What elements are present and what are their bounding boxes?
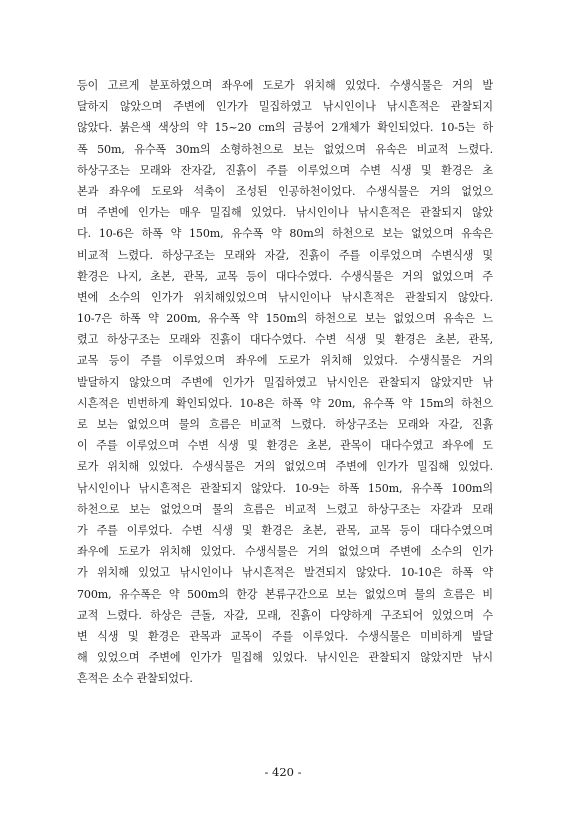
text-line: 며 주변에 인가는 매우 밀집해 있었다. 낚시인이나 낚시흔적은 관찰되지 않았 xyxy=(77,206,493,220)
text-line: 변에 소수의 인가가 위치해있었으며 낚시인이나 낚시흔적은 관찰되지 않았다. xyxy=(77,290,493,304)
body-paragraph xyxy=(77,75,493,689)
text-line: 가 주를 이루었다. 수변 식생 및 환경은 초본, 관목, 교목 등이 대다수였으며 xyxy=(77,523,493,537)
text-line: 로 보는 없었으며 물의 흐름은 비교적 느렸다. 하상구조는 모래와 자갈, 진흙 xyxy=(77,418,493,431)
text-line: 로가 위치해 있었다. 수생식물은 거의 없었으며 주변에 인가가 밀집해 있었다. xyxy=(77,460,493,474)
text-line: 하상구조는 모래와 잔자갈, 진흙이 주를 이루었으며 수변 식생 및 환경은 초 xyxy=(77,163,493,177)
text-line: 700m, 유수폭은 약 500m의 한강 본류구간으로 보는 없었으며 물의 흐름은 비 xyxy=(77,587,493,601)
text-line: 환경은 나지, 초본, 관목, 교목 등이 대다수였다. 수생식물은 거의 없었으며 주 xyxy=(77,269,493,283)
text-line-last: 흔적은 소수 관찰되었다. xyxy=(77,672,193,686)
text-line: 다. 10-6은 하폭 약 150m, 유수폭 약 80m의 하천으로 보는 없었으며 유속은 xyxy=(77,227,493,241)
text-line: 10-7은 하폭 약 200m, 유수폭 약 150m의 하천으로 보는 없었으며 유속은 느 xyxy=(77,312,493,326)
page-number: - 420 - xyxy=(264,765,302,779)
text-line: 교적 느렸다. 하상은 큰돌, 자갈, 모래, 진흙이 다양하게 구조되어 있었으며 수 xyxy=(77,608,493,622)
text-line: 본과 좌우에 도로와 석축이 조성된 인공하천이었다. 수생식물은 거의 없었으 xyxy=(77,184,493,198)
text-line: 하천으로 보는 없었으며 물의 흐름은 비교적 느렸고 하상구조는 자갈과 모래 xyxy=(77,502,493,516)
text-line: 시흔적은 빈번하게 확인되었다. 10-8은 하폭 약 20m, 유수폭 약 15m의 하천으 xyxy=(77,396,493,410)
text-line: 낚시인이나 낚시흔적은 관찰되지 않았다. 10-9는 하폭 150m, 유수폭 100m의 xyxy=(77,481,493,495)
text-line: 비교적 느렸다. 하상구조는 모래와 자갈, 진흙이 주를 이루었으며 수변식생 및 xyxy=(77,248,493,262)
text-line: 않았다. 붉은색 색상의 약 15~20 cm의 금붕어 2개체가 확인되었다. 10-5는 하 xyxy=(77,121,493,135)
text-line: 등이 고르게 분포하였으며 좌우에 도로가 위치해 있었다. 수생식물은 거의 발 xyxy=(77,79,493,92)
text-line: 발달하지 않았으며 주변에 인가가 밀집하였고 낚시인은 관찰되지 않았지만 낚 xyxy=(77,375,493,389)
text-line: 달하지 않았으며 주변에 인가가 밀집하였고 낚시인이나 낚시흔적은 관찰되지 xyxy=(77,100,493,114)
text-line: 변 식생 및 환경은 관목과 교목이 주를 이루었다. 수생식물은 미비하게 발달 xyxy=(77,629,493,643)
text-line: 렸고 하상구조는 모래와 진흙이 대다수였다. 수변 식생 및 환경은 초본, 관목, xyxy=(77,333,493,347)
text-line: 폭 50m, 유수폭 30m의 소형하천으로 보는 없었으며 유속은 비교적 느렸다. xyxy=(77,142,493,156)
text-line: 이 주를 이루었으며 수변 식생 및 환경은 초본, 관목이 대다수였고 좌우에 도 xyxy=(77,439,493,453)
text-line: 좌우에 도로가 위치해 있었다. 수생식물은 거의 없었으며 주변에 소수의 인가 xyxy=(77,545,493,559)
text-line: 교목 등이 주를 이루었으며 좌우에 도로가 위치해 있었다. 수생식물은 거의 xyxy=(77,354,493,368)
text-line: 가 위치해 있었고 낚시인이나 낚시흔적은 발견되지 않았다. 10-10은 하폭 약 xyxy=(77,566,493,580)
text-line: 해 있었으며 주변에 인가가 밀집해 있었다. 낚시인은 관찰되지 않았지만 낚시 xyxy=(77,651,493,665)
